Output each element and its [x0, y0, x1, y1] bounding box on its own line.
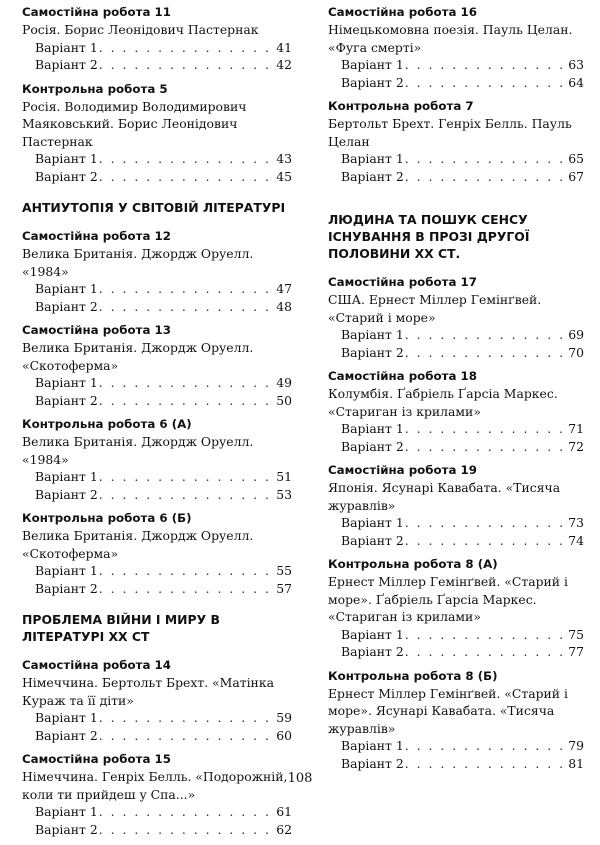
entry-description: Велика Британія. Джордж Оруелл. «Скотоферма» — [22, 528, 254, 561]
variant-row[interactable] — [22, 150, 292, 168]
variant-row[interactable] — [328, 626, 584, 644]
variant-row[interactable] — [328, 150, 584, 168]
toc-entry — [22, 81, 292, 186]
variant-row[interactable] — [328, 532, 584, 550]
toc-entry — [328, 98, 584, 185]
page-ref: 50 — [276, 392, 292, 408]
dot-leader — [99, 821, 276, 839]
entry-description: Велика Британія. Джордж Оруелл. «1984» — [22, 434, 254, 467]
variant-label: Варіант 2 — [35, 727, 98, 743]
page-ref: 63 — [568, 57, 584, 72]
entry-title: Контрольна робота 7 — [328, 99, 474, 113]
variant-label: Варіант 1 — [35, 804, 98, 819]
variant-label: Варіант 1 — [35, 151, 98, 166]
page-ref: 53 — [276, 486, 292, 502]
dot-leader — [99, 562, 276, 580]
page-ref: 75 — [568, 626, 584, 642]
toc-entry — [328, 462, 584, 549]
dot-leader — [405, 326, 568, 344]
entry-title: Самостійна робота 12 — [22, 229, 171, 243]
entry-title: Контрольна робота 8 (Б) — [328, 668, 498, 683]
entry-title: Самостійна робота 16 — [328, 5, 477, 19]
variant-label: Варіант 1 — [341, 151, 404, 166]
dot-leader — [99, 39, 276, 57]
dot-leader — [99, 150, 276, 168]
section-heading: АНТИУТОПІЯ У СВІТОВІЙ ЛІТЕРАТУРІ — [22, 200, 286, 215]
variant-label: Варіант 1 — [35, 281, 98, 296]
variant-row[interactable] — [328, 438, 584, 456]
page-ref: 73 — [568, 515, 584, 530]
page-ref: 81 — [568, 755, 584, 771]
toc-entry — [328, 4, 584, 91]
dot-leader — [405, 737, 568, 755]
variant-label: Варіант 1 — [35, 710, 98, 725]
variant-row[interactable] — [22, 727, 292, 745]
page-ref: 43 — [276, 151, 292, 166]
toc-entry — [328, 274, 584, 361]
variant-label: Варіант 1 — [341, 421, 404, 436]
variant-row[interactable] — [328, 56, 584, 74]
page-ref: 61 — [276, 804, 292, 819]
variant-row[interactable] — [22, 280, 292, 298]
page-ref: 60 — [276, 727, 292, 743]
variant-row[interactable] — [22, 709, 292, 727]
page-number: 108 — [287, 771, 313, 786]
variant-label: Варіант 1 — [35, 39, 98, 55]
variant-label: Варіант 2 — [341, 168, 404, 184]
variant-label: Варіант 1 — [341, 515, 404, 530]
toc-entry — [328, 368, 584, 455]
toc-entry — [22, 4, 292, 74]
variant-row[interactable] — [22, 39, 292, 57]
entry-title: Контрольна робота 8 (А) — [328, 557, 498, 571]
page-ref: 77 — [568, 644, 584, 659]
dot-leader — [99, 709, 276, 727]
variant-row[interactable] — [328, 643, 584, 661]
variant-row[interactable] — [328, 514, 584, 532]
entry-title: Самостійна робота 14 — [22, 658, 171, 672]
dot-leader — [405, 168, 568, 186]
dot-leader — [99, 580, 276, 598]
entry-title: Самостійна робота 17 — [328, 275, 477, 289]
variant-row[interactable] — [22, 392, 292, 410]
variant-row[interactable] — [328, 326, 584, 344]
dot-leader — [405, 626, 568, 644]
variant-label: Варіант 2 — [35, 392, 98, 408]
dot-leader — [99, 298, 276, 316]
variant-label: Варіант 2 — [341, 438, 404, 454]
variant-row[interactable] — [328, 344, 584, 362]
dot-leader — [405, 150, 568, 168]
page-ref: 71 — [568, 421, 584, 436]
variant-label: Варіант 2 — [341, 532, 404, 548]
variant-label: Варіант 1 — [35, 563, 98, 578]
page-ref: 59 — [276, 710, 292, 725]
variant-label: Варіант 2 — [35, 168, 98, 184]
toc-entry — [328, 668, 584, 773]
variant-row[interactable] — [328, 74, 584, 92]
entry-description: Ернест Міллер Гемінґвей. «Старий і море». Ґабріель Ґарсіа Маркес. «Стариган із крилами» — [328, 574, 568, 624]
entry-description: Велика Британія. Джордж Оруелл. «1984» — [22, 246, 254, 279]
entry-title: Контрольна робота 6 (А) — [22, 417, 192, 431]
variant-row[interactable] — [22, 821, 292, 839]
page-ref: 74 — [568, 532, 584, 548]
toc-entry — [22, 416, 292, 503]
variant-label: Варіант 1 — [341, 738, 404, 753]
page-ref: 65 — [568, 151, 584, 166]
entry-title: Контрольна робота 5 — [22, 81, 168, 96]
variant-label: Варіант 2 — [35, 486, 98, 502]
entry-title: Самостійна робота 11 — [22, 5, 171, 19]
variant-label: Варіант 2 — [35, 580, 98, 596]
variant-row[interactable] — [22, 298, 292, 316]
dot-leader — [99, 374, 276, 392]
dot-leader — [405, 56, 568, 74]
variant-row[interactable] — [22, 803, 292, 821]
entry-title: Самостійна робота 19 — [328, 463, 477, 477]
variant-row[interactable] — [328, 737, 584, 755]
entry-description: Колумбія. Ґабріель Ґарсіа Маркес. «Стариган із крилами» — [328, 386, 558, 419]
variant-row[interactable] — [328, 420, 584, 438]
variant-row[interactable] — [22, 468, 292, 486]
toc-entry — [328, 556, 584, 661]
toc-entry — [22, 657, 292, 744]
variant-label: Варіант 2 — [35, 298, 98, 314]
page-ref: 64 — [568, 74, 584, 90]
entry-title: Самостійна робота 13 — [22, 323, 171, 337]
section-heading: ПРОБЛЕМА ВІЙНИ І МИРУ В ЛІТЕРАТУРІ XX СТ — [22, 612, 220, 644]
page-ref: 47 — [276, 281, 292, 296]
dot-leader — [405, 514, 568, 532]
entry-title: Контрольна робота 6 (Б) — [22, 511, 192, 525]
variant-row[interactable] — [22, 486, 292, 504]
dot-leader — [405, 420, 568, 438]
variant-label: Варіант 1 — [35, 375, 98, 390]
dot-leader — [405, 643, 568, 661]
page-ref: 51 — [276, 469, 292, 484]
dot-leader — [99, 392, 276, 410]
dot-leader — [99, 56, 276, 74]
variant-label: Варіант 2 — [341, 344, 404, 360]
page-ref: 72 — [568, 438, 584, 454]
page-ref: 48 — [276, 298, 292, 314]
entry-description: Росія. Борис Леонідович Пастернак — [22, 22, 259, 37]
left-column — [22, 4, 292, 845]
toc-entry — [22, 751, 292, 838]
entry-description: Бертольт Брехт. Генріх Белль. Пауль Целан — [328, 116, 572, 149]
variant-row[interactable] — [22, 374, 292, 392]
variant-label: Варіант 1 — [35, 469, 98, 484]
dot-leader — [99, 803, 276, 821]
entry-description: Німеччина. Бертольт Брехт. «Матінка Кураж та її діти» — [22, 675, 274, 708]
variant-label: Варіант 2 — [341, 755, 404, 771]
dot-leader — [99, 280, 276, 298]
variant-label: Варіант 2 — [35, 821, 98, 837]
variant-row[interactable] — [328, 168, 584, 186]
toc-entry — [22, 228, 292, 315]
page-ref: 70 — [568, 344, 584, 360]
page-ref: 55 — [276, 563, 292, 578]
dot-leader — [99, 727, 276, 745]
right-column — [328, 4, 584, 779]
entry-title: Самостійна робота 15 — [22, 752, 171, 766]
dot-leader — [405, 532, 568, 550]
toc-entry — [22, 510, 292, 597]
variant-label: Варіант 2 — [35, 57, 98, 72]
entry-description: Німецькомовна поезія. Пауль Целан. «Фуга смерті» — [328, 22, 573, 55]
dot-leader — [99, 168, 276, 186]
variant-row[interactable] — [22, 562, 292, 580]
page-ref: 49 — [276, 375, 292, 390]
page-ref: 45 — [276, 168, 292, 184]
section-heading: ЛЮДИНА ТА ПОШУК СЕНСУ ІСНУВАННЯ В ПРОЗІ ДРУГОЇ ПОЛОВИНИ XX СТ. — [328, 212, 530, 261]
variant-row[interactable] — [22, 56, 292, 74]
toc-entry — [22, 322, 292, 409]
variant-label: Варіант 1 — [341, 327, 404, 342]
entry-description: Росія. Володимир Володимирович Маяковський. Борис Леонідович Пастернак — [22, 98, 247, 149]
entry-description: Велика Британія. Джордж Оруелл. «Скотоферма» — [22, 340, 254, 373]
page-ref: 67 — [568, 168, 584, 184]
dot-leader — [405, 438, 568, 456]
entry-description: Ернест Міллер Гемінґвей. «Старий і море». Ясунарі Кавабата. «Тисяча журавлів» — [328, 685, 568, 736]
variant-label: Варіант 1 — [341, 626, 404, 642]
variant-row[interactable] — [22, 580, 292, 598]
variant-label: Варіант 2 — [341, 644, 404, 659]
dot-leader — [99, 468, 276, 486]
variant-label: Варіант 2 — [341, 74, 404, 90]
variant-row[interactable] — [22, 168, 292, 186]
page-ref: 42 — [276, 57, 292, 72]
page-ref: 41 — [276, 39, 292, 55]
page-ref: 79 — [568, 738, 584, 753]
dot-leader — [99, 486, 276, 504]
variant-label: Варіант 1 — [341, 57, 404, 72]
dot-leader — [405, 344, 568, 362]
page-ref: 57 — [276, 580, 292, 596]
dot-leader — [405, 74, 568, 92]
page-ref: 62 — [276, 821, 292, 837]
entry-description: США. Ернест Міллер Гемінґвей. «Старий і море» — [328, 292, 542, 325]
entry-description: Німеччина. Генріх Белль. «Подорожній, коли ти прийдеш у Спа...» — [22, 769, 288, 802]
entry-description: Японія. Ясунарі Кавабата. «Тисяча журавлів» — [328, 480, 561, 513]
entry-title: Самостійна робота 18 — [328, 369, 477, 383]
page-ref: 69 — [568, 327, 584, 342]
